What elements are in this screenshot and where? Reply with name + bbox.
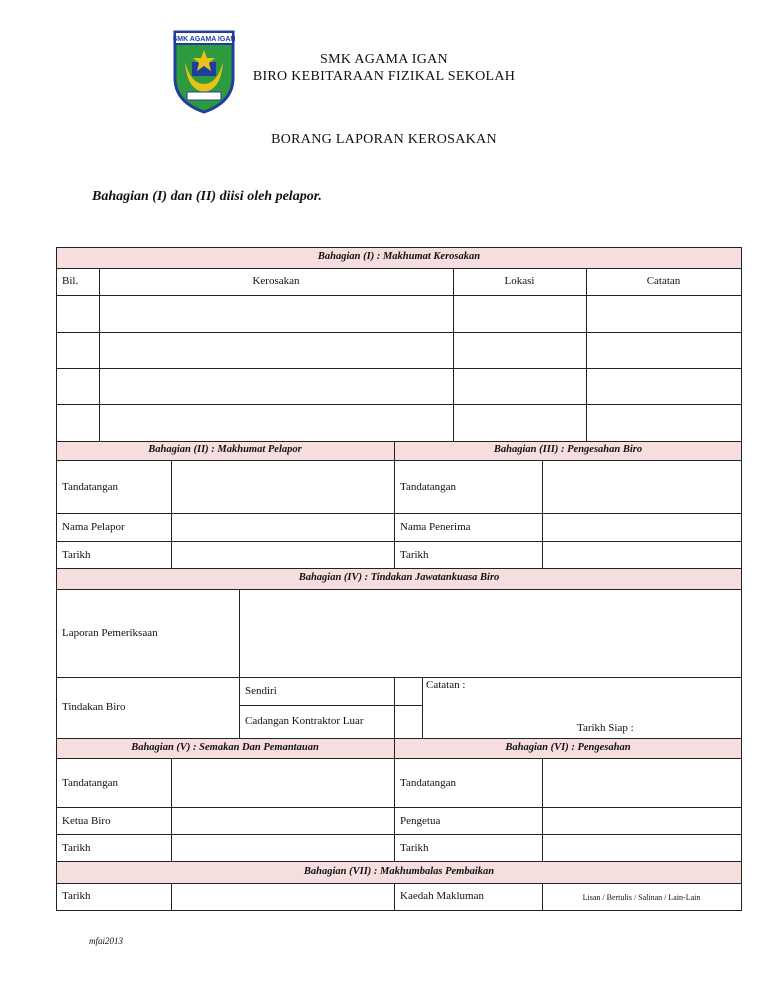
- s2-reporter-name-label: Nama Pelapor: [62, 521, 125, 533]
- s3-signature-label: Tandatangan: [400, 481, 457, 493]
- option-self: Sendiri: [245, 685, 277, 697]
- s7-date-label: Tarikh: [62, 890, 91, 902]
- notification-method-label: Kaedah Makluman: [400, 890, 484, 902]
- bureau-action-label: Tindakan Biro: [62, 701, 126, 713]
- form-title: BORANG LAPORAN KEROSAKAN: [271, 132, 497, 147]
- s5-signature-label: Tandatangan: [62, 777, 119, 789]
- section-5-title: Bahagian (V) : Semakan Dan Pemantauan: [131, 742, 319, 753]
- section-2-title: Bahagian (II) : Makhumat Pelapor: [148, 444, 302, 455]
- col-lokasi: Lokasi: [504, 275, 535, 287]
- section-1-title: Bahagian (I) : Makhumat Kerosakan: [317, 251, 481, 262]
- inspection-report-label: Laporan Pemeriksaan: [62, 627, 158, 639]
- s5-head-label: Ketua Biro: [62, 815, 111, 827]
- s6-principal-label: Pengetua: [400, 815, 441, 827]
- bureau-name: BIRO KEBITARAAN FIZIKAL SEKOLAH: [252, 69, 516, 84]
- notification-method-options: Lisan / Bertulis / Salinan / Lain-Lain: [582, 893, 701, 902]
- s2-signature-label: Tandatangan: [62, 481, 119, 493]
- s6-signature-label: Tandatangan: [400, 777, 457, 789]
- s3-receiver-name-label: Nama Penerima: [400, 521, 471, 533]
- s4-notes-label: Catatan :: [426, 679, 466, 691]
- s5-date-label: Tarikh: [62, 842, 91, 854]
- logo-lettering: SMK AGAMA IGAN: [172, 36, 236, 43]
- col-kerosakan: Kerosakan: [252, 275, 300, 287]
- school-name: SMK AGAMA IGAN: [320, 52, 448, 67]
- option-external-contractor: Cadangan Kontraktor Luar: [245, 715, 364, 727]
- instruction-text: Bahagian (I) dan (II) diisi oleh pelapor.: [92, 189, 322, 204]
- section-4-title: Bahagian (IV) : Tindakan Jawatankuasa Biro: [298, 572, 500, 583]
- s6-date-label: Tarikh: [400, 842, 429, 854]
- ready-date-label: Tarikh Siap :: [577, 722, 634, 734]
- section-6-title: Bahagian (VI) : Pengesahan: [505, 742, 631, 753]
- section-3-title: Bahagian (III) : Pengesahan Biro: [493, 444, 643, 455]
- col-catatan: Catatan: [646, 275, 681, 287]
- report-form-table: [56, 247, 742, 911]
- section-7-title: Bahagian (VII) : Makhumbalas Pembaikan: [303, 866, 495, 877]
- s3-date-label: Tarikh: [400, 549, 429, 561]
- s2-date-label: Tarikh: [62, 549, 91, 561]
- footer-code: mfai2013: [89, 936, 124, 946]
- col-bil: Bil.: [62, 275, 79, 287]
